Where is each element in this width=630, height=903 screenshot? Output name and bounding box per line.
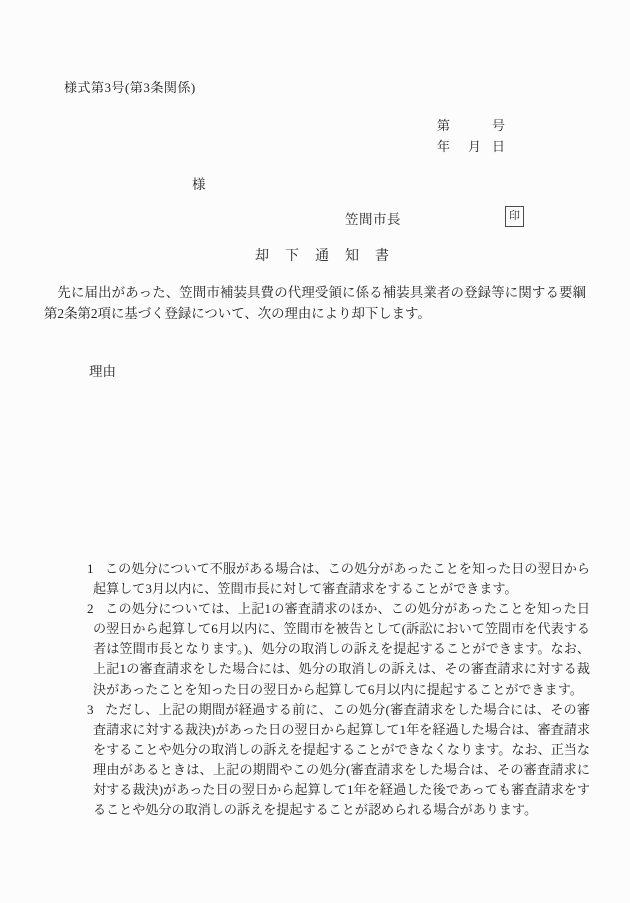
date-month-label: 月 [468,139,482,154]
list-item [87,599,590,699]
date-day-label: 日 [492,139,506,154]
reason-label: 理由 [89,364,116,379]
recipient-honorific: 様 [192,177,206,192]
list-item-text: ただし、上記の期間が経過する前に、この処分(審査請求をした場合には、その審査請求に対する裁決)があった日の翌日から起算して1年を経過した場合は、審査請求をすることや処分の取消しの訴えを提起することができなくなります。なお、正当な理由があるときは、上記の期間やこの処分(審査請求をした場合は、その審査請求に対する裁決)があった日の翌日から起算して1年を経過した後であっても審査請求をすることや処分の取消しの訴えを提起することが認められる場合があります。 [93,701,590,818]
doc-number-suffix: 号 [492,118,506,133]
sender-name: 笠間市長 [345,212,401,227]
list-item-number: 2 [87,601,94,617]
seal-placeholder-box: 印 [505,206,524,227]
list-item-number: 3 [87,701,94,717]
body-paragraph: 先に届出があった、笠間市補装具費の代理受領に係る補装具業者の登録等に関する要綱第2条第2項に基づく登録について、次の理由により却下します。 [44,285,586,321]
list-item-text: この処分については、上記1の審査請求のほか、この処分があったことを知った日の翌日から起算して6月以内に、笠間市を被告として(訴訟において笠間市を代表する者は笠間市長となります。)、処分の取消しの訴えを提起することができます。なお、上記1の審査請求をした場合には、処分の取消しの訴えは、その審査請求に対する裁決があったことを知った日の翌日から起算して6月以内に提起することができます。 [93,601,590,697]
list-item-text: この処分について不服がある場合は、この処分があったことを知った日の翌日から起算して3月以内に、笠間市長に対して審査請求をすることができます。 [93,561,590,597]
list-item [87,559,590,599]
form-number-label: 様式第3号(第3条関係) [64,80,196,95]
date-year-label: 年 [437,139,451,154]
list-item [87,700,590,821]
appeal-notes-list [87,559,590,820]
document-title: 却下通知書 [255,249,405,264]
doc-number-prefix: 第 [437,118,451,133]
list-item-number: 1 [87,561,94,576]
